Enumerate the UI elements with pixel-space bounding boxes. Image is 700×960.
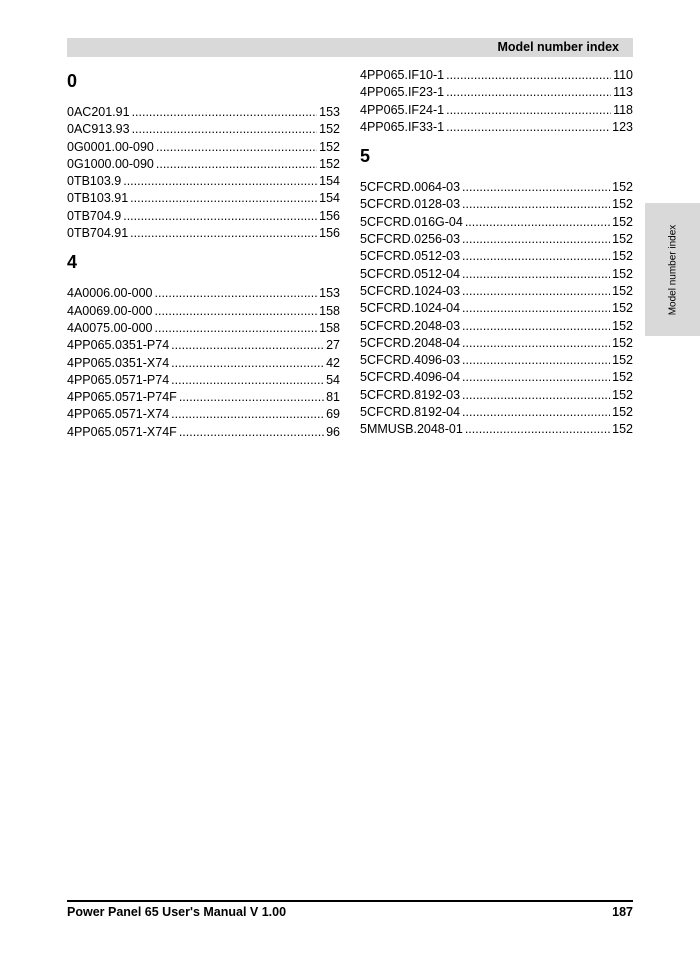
dot-leader [462,283,610,300]
page-reference: 69 [326,407,340,422]
model-number: 0AC913.93 [67,122,130,137]
dot-leader [132,104,318,121]
page-reference: 156 [319,226,340,241]
index-entry [360,196,633,213]
dot-leader [446,67,611,84]
model-number: 0TB704.9 [67,208,122,223]
model-number: 5CFCRD.016G-04 [360,214,463,229]
dot-leader [123,173,317,190]
index-entry [360,119,633,136]
model-number: 5CFCRD.0256-03 [360,232,461,247]
section-heading: 5 [360,146,371,167]
page-reference: 152 [612,214,633,229]
dot-leader [155,320,318,337]
model-number: 4A0075.00-000 [67,320,153,335]
index-entry [360,352,633,369]
page-reference: 158 [319,303,340,318]
dot-leader [446,119,610,136]
page-reference: 156 [319,208,340,223]
index-entry [67,320,340,337]
model-number: 5CFCRD.0512-04 [360,266,461,281]
dot-leader [462,318,610,335]
model-number: 0G0001.00-090 [67,139,154,154]
model-number: 5CFCRD.0064-03 [360,180,461,195]
index-entry [360,387,633,404]
index-entry [67,355,340,372]
index-entry [360,84,633,101]
page-reference: 54 [326,372,340,387]
manual-title: Power Panel 65 User's Manual V 1.00 [67,905,287,919]
index-entry [360,283,633,300]
page-reference: 81 [326,390,340,405]
dot-leader [132,121,318,138]
dot-leader [462,196,610,213]
index-entry [360,335,633,352]
dot-leader [446,84,611,101]
section-heading: 0 [67,71,78,91]
model-number: 4PP065.IF33-1 [360,119,445,134]
model-number: 4PP065.0571-X74F [67,424,177,439]
index-entry [360,369,633,386]
page-reference: 110 [613,68,633,82]
page-reference: 123 [612,119,633,134]
header-bar [67,38,633,57]
index-entry [67,156,340,173]
page-reference: 152 [612,266,633,281]
index-entry [360,421,633,438]
dot-leader [462,352,610,369]
dot-leader [171,355,324,372]
page-reference: 152 [612,232,633,247]
side-tab [645,203,700,336]
model-number: 0G1000.00-090 [67,156,154,171]
dot-leader [462,179,610,196]
index-entry [67,225,340,242]
page-reference: 152 [612,180,633,195]
index-entry [360,179,633,196]
dot-leader [171,337,324,354]
page-reference: 152 [612,405,633,420]
dot-leader [462,335,610,352]
index-entry [67,372,340,389]
page-reference: 153 [319,286,340,301]
index-entry [67,424,340,441]
dot-leader [123,208,317,225]
page-reference: 152 [612,335,633,350]
index-entry [67,173,340,190]
index-entry [360,102,633,119]
page-reference: 154 [319,174,340,189]
index-entry [360,404,633,421]
page-reference: 152 [319,139,340,154]
side-tab-label: Model number index [667,224,678,315]
dot-leader [171,406,324,423]
model-number: 4PP065.0571-P74 [67,372,170,387]
model-number: 5CFCRD.8192-03 [360,387,461,402]
index-entry [67,104,340,121]
index-entry [360,318,633,335]
dot-leader [156,139,317,156]
index-entry [67,337,340,354]
index-entry [360,231,633,248]
index-entry [67,406,340,423]
model-number: 4A0006.00-000 [67,286,153,301]
model-number: 0AC201.91 [67,105,130,119]
footer-rule [67,900,633,902]
section-heading: 4 [67,252,78,273]
dot-leader [446,102,611,119]
dot-leader [462,231,610,248]
dot-leader [179,424,324,441]
page-reference: 152 [612,197,633,212]
model-number: 4PP065.IF10-1 [360,68,445,82]
index-entry [360,214,633,231]
dot-leader [155,285,318,302]
model-number: 5CFCRD.8192-04 [360,405,461,420]
model-number: 0TB103.91 [67,191,129,206]
page-reference: 152 [612,353,633,368]
model-number: 4PP065.IF24-1 [360,102,445,117]
dot-leader [462,369,610,386]
model-number: 5CFCRD.0512-03 [360,249,461,264]
page-reference: 152 [319,122,340,137]
model-number: 4PP065.0571-X74 [67,407,170,422]
dot-leader [179,389,324,406]
dot-leader [462,404,610,421]
model-number: 0TB704.91 [67,226,129,241]
page-reference: 154 [319,191,340,206]
index-entry [67,389,340,406]
page-reference: 152 [612,370,633,385]
index-entry [67,190,340,207]
page-reference: 96 [326,424,340,439]
dot-leader [155,303,318,320]
page-reference: 152 [612,318,633,333]
dot-leader [130,225,317,242]
dot-leader [462,300,610,317]
page-reference: 152 [612,422,633,437]
page-reference: 152 [612,249,633,264]
index-entry [67,208,340,225]
page-reference: 153 [319,105,340,119]
index-entry [67,121,340,138]
page-reference: 152 [612,387,633,402]
page-reference: 152 [612,301,633,316]
dot-leader [462,387,610,404]
model-number: 4PP065.0571-P74F [67,390,177,405]
model-number: 5MMUSB.2048-01 [360,422,463,437]
page-reference: 113 [613,85,633,100]
model-number: 5CFCRD.4096-03 [360,353,461,368]
page-title: Model number index [497,40,619,54]
model-number: 5CFCRD.1024-04 [360,301,461,316]
model-number: 0TB103.9 [67,174,122,189]
dot-leader [462,248,610,265]
dot-leader [465,214,610,231]
index-entry [67,285,340,302]
index-entry [67,139,340,156]
page-reference: 152 [319,156,340,171]
page-reference: 158 [319,320,340,335]
model-number: 5CFCRD.2048-03 [360,318,461,333]
page-reference: 118 [613,102,633,117]
dot-leader [465,421,610,438]
index-column-right [360,67,633,439]
page-number: 187 [612,905,633,919]
index-entry [67,303,340,320]
model-number: 4PP065.IF23-1 [360,85,445,100]
dot-leader [130,190,317,207]
dot-leader [462,266,610,283]
dot-leader [171,372,324,389]
index-entry [360,266,633,283]
model-number: 5CFCRD.0128-03 [360,197,461,212]
model-number: 4PP065.0351-X74 [67,355,170,370]
model-number: 5CFCRD.4096-04 [360,370,461,385]
page-reference: 27 [326,338,340,353]
dot-leader [156,156,317,173]
model-number: 4PP065.0351-P74 [67,338,170,353]
page-reference: 42 [326,355,340,370]
index-column-left [67,67,340,441]
model-number: 4A0069.00-000 [67,303,153,318]
index-entry [360,300,633,317]
model-number: 5CFCRD.2048-04 [360,335,461,350]
page-reference: 152 [612,283,633,298]
index-entry [360,248,633,265]
index-entry [360,67,633,84]
model-number: 5CFCRD.1024-03 [360,283,461,298]
